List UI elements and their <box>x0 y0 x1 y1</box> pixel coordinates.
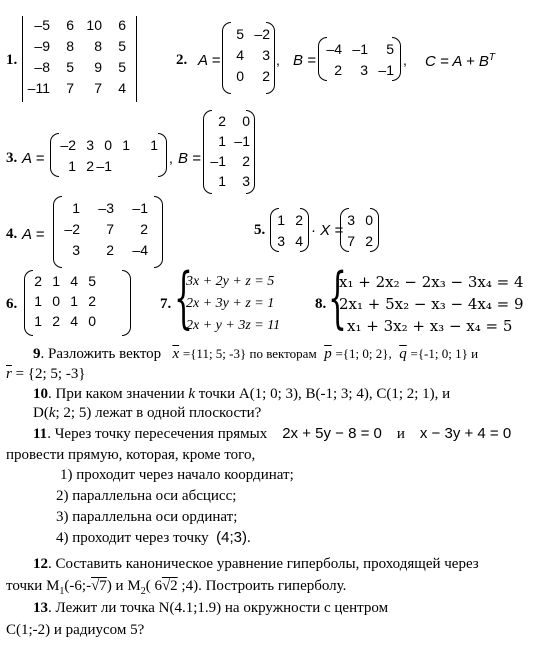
matrix-cell: 3 <box>277 233 285 249</box>
matrix-cell: 7 <box>94 80 102 96</box>
matrix-b <box>206 113 250 189</box>
problem-13-line-1: 13. Лежит ли точка N(4.1;1.9) на окружности с центром <box>33 600 389 616</box>
matrix-cell: –1 <box>132 200 148 216</box>
paren-right <box>370 208 379 252</box>
problem-10-line-2: D(k; 2; 5) лежат в одной плоскости? <box>33 405 262 421</box>
problem-11-item-4: 4) проходит через точку (4;3). <box>56 529 251 546</box>
matrix-cell: 2 <box>218 113 226 129</box>
matrix-cell: 1 <box>52 273 60 289</box>
problem-8-number: 8. <box>315 296 327 312</box>
problem-13-number: 13 <box>33 600 48 616</box>
paren-right <box>266 22 275 94</box>
problem-2-number: 2. <box>176 52 188 68</box>
matrix-cell: 2 <box>88 293 96 309</box>
problem-4-number: 4. <box>6 226 18 242</box>
matrix-cell: –4 <box>326 41 342 57</box>
matrix-cell: 4 <box>70 273 78 289</box>
determinant-left-bar <box>22 16 23 102</box>
problem-11-line-2: провести прямую, которая, кроме того, <box>6 447 256 463</box>
matrix-cell: 1 <box>277 212 285 228</box>
paren-right <box>300 208 309 252</box>
matrix-cell: –1 <box>210 153 226 169</box>
matrix-cell: –1 <box>96 158 112 174</box>
matrix-cell: 5 <box>236 26 244 42</box>
problem-11-number: 11 <box>33 426 48 442</box>
matrix-cell: 2 <box>262 68 270 84</box>
matrix-cell: 1 <box>218 173 226 189</box>
system-equations <box>339 271 523 337</box>
matrix-b <box>322 41 394 79</box>
problem-12-number: 12 <box>33 556 48 572</box>
determinant-right-bar <box>136 16 137 102</box>
matrix-cell: –8 <box>34 59 50 75</box>
matrix-cell: 0 <box>242 113 250 129</box>
problem-1-determinant <box>24 17 126 97</box>
c-expression: $C = A + B^T$ <box>425 52 496 70</box>
matrix-cell: 2 <box>295 212 303 228</box>
paren-right <box>392 37 401 81</box>
matrix-cell: 5 <box>118 38 126 54</box>
matrix-cell: –1 <box>234 133 250 149</box>
matrix-cell: –2 <box>64 221 80 237</box>
problem-11-line-1: 11. Через точку пересечения прямых 2x + 5y − 8 = 0 и x − 3y + 4 = 0 <box>33 425 512 442</box>
matrix-cell: 7 <box>347 233 355 249</box>
equation: x₁ + 3x₂ + x₃ − x₄ = 5 <box>347 317 513 335</box>
matrix-cell: 2 <box>334 62 342 78</box>
matrix-cell: 1 <box>122 137 130 153</box>
matrix-cell: –3 <box>98 200 114 216</box>
problem-12-line-2: точки $M_1(-6;-√7)$ и $M_2$( 6√2 ;4). Построить гиперболу. <box>6 578 347 597</box>
matrix-cell: 8 <box>94 38 102 54</box>
matrix-cell: 2 <box>365 233 373 249</box>
matrix-a-label: A = <box>198 52 221 69</box>
system-brace: { <box>174 259 193 336</box>
matrix-cell: –5 <box>34 17 50 33</box>
matrix-cell: 3 <box>86 137 94 153</box>
matrix-cell: 4 <box>236 47 244 63</box>
matrix-cell: 1 <box>72 200 80 216</box>
problem-5-number: 5. <box>254 222 266 238</box>
problem-11-item-1: 1) проходит через начало координат; <box>60 467 294 483</box>
problem-9-line-1: 9. Разложить вектор $\overline{x} =\{11$; 5; -3} по векторам $\overline{p} =\{1$; 0; 2}, $\overline{q} =\{-1$; 0; 1} и <box>33 346 479 362</box>
matrix-cell: 7 <box>106 221 114 237</box>
matrix-cell: 6 <box>66 17 74 33</box>
paren-right <box>158 133 167 177</box>
times-x-label: · X = <box>311 222 344 239</box>
matrix-cell: 5 <box>88 273 96 289</box>
matrix-cell: 5 <box>66 59 74 75</box>
problem-1-number: 1. <box>6 52 18 68</box>
matrix-cell: 10 <box>86 17 102 33</box>
matrix-a <box>226 26 270 85</box>
matrix-cell: 6 <box>118 17 126 33</box>
paren-right <box>246 110 255 194</box>
matrix-left <box>273 212 303 250</box>
paren-right <box>122 270 131 336</box>
equation: x₁ + 2x₂ − 2x₃ − 3x₄ = 4 <box>339 273 524 291</box>
problem-6-number: 6. <box>6 296 18 312</box>
matrix-b-label: B = <box>178 150 201 167</box>
comma: , <box>403 52 407 68</box>
matrix-a-label: A = <box>22 226 45 243</box>
matrix-cell: 1 <box>150 137 158 153</box>
problem-12-line-1: 12. Составить каноническое уравнение гиперболы, проходящей через <box>33 556 479 572</box>
matrix-cell: 4 <box>70 313 78 329</box>
matrix-cell: –4 <box>132 242 148 258</box>
matrix-a-label: A = <box>22 150 45 167</box>
matrix-cell: 1 <box>70 293 78 309</box>
matrix-right <box>343 212 373 250</box>
problem-3-number: 3. <box>6 150 18 166</box>
system-equations <box>186 271 280 337</box>
matrix <box>28 273 96 329</box>
equation: 2x + 3y + z = 1 <box>186 296 275 311</box>
equation: 3x + 2y + z = 5 <box>186 274 275 289</box>
paren-right <box>154 196 163 268</box>
matrix-cell: 0 <box>88 313 96 329</box>
matrix-cell: 9 <box>94 59 102 75</box>
matrix-cell: –2 <box>60 137 76 153</box>
matrix-a <box>54 137 158 175</box>
matrix-cell: 1 <box>68 158 76 174</box>
matrix-a <box>56 200 148 259</box>
matrix-cell: –1 <box>352 41 368 57</box>
matrix-cell: 3 <box>262 47 270 63</box>
problem-11-item-3: 3) параллельна оси ординат; <box>56 509 238 525</box>
matrix-cell: 3 <box>242 173 250 189</box>
matrix-cell: 2 <box>86 158 94 174</box>
matrix-cell: 0 <box>236 68 244 84</box>
problem-9-line-2: $\overline{r} = \{2$; 5; -3} <box>6 366 86 382</box>
equation: 2x + y + 3z = 11 <box>186 318 281 333</box>
problem-10-number: 10 <box>33 386 48 402</box>
problem-9-number: 9 <box>33 346 41 362</box>
matrix-cell: 0 <box>365 212 373 228</box>
matrix-cell: 8 <box>66 38 74 54</box>
matrix-cell: –2 <box>254 26 270 42</box>
matrix-cell: 7 <box>66 80 74 96</box>
problem-13-line-2: C(1;-2) и радиусом 5? <box>6 622 145 638</box>
matrix-cell: 2 <box>52 313 60 329</box>
matrix-cell: 5 <box>118 59 126 75</box>
matrix-cell: 1 <box>34 313 42 329</box>
matrix-cell: 4 <box>118 80 126 96</box>
matrix-cell: 2 <box>140 221 148 237</box>
problem-11-item-2: 2) параллельна оси абсцисс; <box>56 488 237 504</box>
comma: , <box>276 52 280 68</box>
matrix-cell: 0 <box>104 137 112 153</box>
matrix-cell: 2 <box>242 153 250 169</box>
problem-7-number: 7. <box>160 296 172 312</box>
matrix-b-label: B = <box>293 52 316 69</box>
problem-10-line-1: 10. При каком значении k точки А(1; 0; 3), В(-1; 3; 4), С(1; 2; 1), и <box>33 386 451 402</box>
matrix-cell: 3 <box>347 212 355 228</box>
matrix-cell: 4 <box>295 233 303 249</box>
matrix-cell: 2 <box>106 242 114 258</box>
matrix-cell: –9 <box>34 38 50 54</box>
matrix-cell: 1 <box>218 133 226 149</box>
system-brace: { <box>328 259 347 336</box>
matrix-cell: 3 <box>72 242 80 258</box>
matrix-cell: 3 <box>360 62 368 78</box>
matrix-cell: –1 <box>378 62 394 78</box>
matrix-cell: –11 <box>27 80 50 96</box>
equation: 2x₁ + 5x₂ − x₃ − 4x₄ = 9 <box>339 295 524 313</box>
matrix-cell: 1 <box>34 293 42 309</box>
comma: , <box>169 150 173 166</box>
matrix-cell: 2 <box>34 273 42 289</box>
matrix-cell: 0 <box>52 293 60 309</box>
matrix-cell: 5 <box>386 41 394 57</box>
